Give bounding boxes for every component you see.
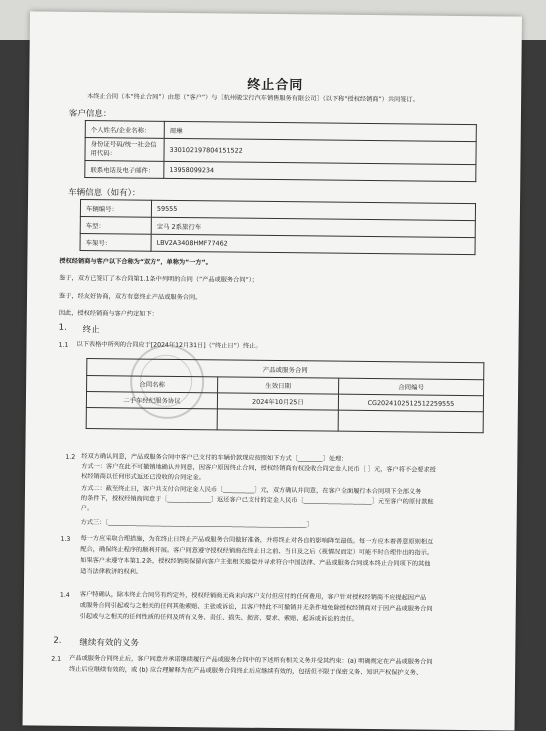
column-header: 合同编号 [339, 378, 484, 396]
clause-1-3-line: 如果客户未遵守本第1.2条，授权经销商保留向客户主张相关赔偿并寻求符合中国法律、产品或服务合同或本终止合同项下的其他 [80, 556, 431, 568]
column-header: 合同名称 [87, 376, 218, 393]
field-label: 车辆编号： [80, 199, 151, 217]
field-label: 身份证号码/统一社会信用代码： [85, 138, 164, 162]
field-value: 59555 [151, 200, 475, 220]
clause-1-2-line: 方式三：［________________________________________________________________］ [80, 518, 313, 529]
section-2-number: 2. [53, 635, 62, 646]
clause-1-4-line: 引起或与之相关的任何性质的任何及所有义务、责任、损失、损害、要求、索赔、起诉或诉讼的责任。 [79, 612, 359, 623]
clause-1-2-line: 方式一：客户在此不可撤销地确认并同意，因客户原因终止合同，授权经销商有权没收合同定金人民币［ ］元，客户将不会要求授 [81, 462, 436, 474]
definition-parties: 授权经销商与客户以下合称为“双方”，单称为“一方”。 [59, 257, 212, 267]
table-cell [86, 408, 217, 430]
field-value: LBV2A3408HMF77462 [151, 234, 475, 254]
vehicle-info-heading: 车辆信息（如有）： [68, 187, 141, 199]
clause-number: 1.4 [59, 591, 70, 599]
vehicle-info-table [80, 199, 477, 255]
contracts-table-caption: 产品或服务合同 [87, 359, 484, 380]
contract-page [23, 11, 522, 730]
clause-1-2-line: 方式二：截至终止日，客户共支付合同定金人民币［__________］元，双方确认并同意，在客户全面履行本合同项下全部义务 [80, 484, 422, 496]
clause-1-2-line: 权经销商以任何形式返还已没收的合同定金。 [81, 472, 205, 482]
clause-1-4-line: 或服务合同引起或与之相关的任何其他索赔、主张或诉讼，且客户特此不可撤销并无条件地免除授权经销商对于因产品或服务合同 [79, 601, 433, 613]
clause-1-4-line: 客户特确认，除本终止合同另有约定外，授权经销商无尚未向客户支付但应付的任何费用，客户针对授权经销商不应提起因产品 [79, 590, 427, 602]
table-cell: CG2024102512512259555 [338, 394, 483, 412]
clause-1-3-line: 适当法律救济的权利。 [80, 567, 143, 576]
field-value: 周琳 [164, 121, 476, 141]
definition-whereas-2: 鉴于，经友好协商，双方有意终止产品或服务合同。 [58, 292, 202, 302]
definition-whereas-1: 鉴于，双方已签订了本合同第1.1条中列明的合同（“产品或服务合同”）； [59, 274, 259, 284]
clause-1-2-line: 经双方确认同意，产品或服务合同中客户已支付的车辆价款现应按照如下方式［________］处理： [81, 452, 348, 463]
field-value: 13958099234 [164, 161, 476, 181]
clause-2-1-line: 产品或服务合同终止后，客户同意并承诺继续履行产品或服务合同中的下述所有相关义务并受其约束：(a) 明确规定在产品或服务合同 [69, 654, 433, 666]
section-2-heading: 继续有效的义务 [79, 637, 139, 649]
field-label: 车型： [80, 216, 151, 234]
field-label: 个人姓名/企业名称： [85, 121, 164, 139]
field-label: 车架号： [80, 233, 151, 251]
clause-number: 2.1 [51, 655, 62, 663]
clause-number: 1.3 [60, 535, 71, 543]
table-cell [217, 409, 338, 431]
definition-therefore: 因此，授权经销商与客户约定如下： [58, 309, 158, 318]
field-label: 联系电话及电子邮件： [85, 161, 164, 179]
field-value: 宝马 2系旅行车 [151, 217, 475, 237]
table-row [86, 408, 483, 433]
intro-text: 本终止合同（本“终止合同”）由您（“客户”）与［杭州骏宝行汽车销售服务有限公司］（以下称“授权经销商”）共同签订。 [87, 93, 419, 104]
clause-1-2-line: 户。 [80, 504, 94, 513]
clause-1-2-line: 的条件下，授权经销商同意于［______________］返还客户已支付的定金人民币［______________________］元至客户的原付款账 [80, 494, 434, 506]
clause-number: 1.1 [58, 341, 69, 349]
clause-1-3-line: 每一方应采取合理措施，为在终止日终止产品或服务合同做好准备，并将终止对各自的影响降至最低。每一方应本着善意原则相互 [80, 534, 434, 546]
table-cell: 2024年10月25日 [217, 393, 338, 410]
column-header: 生效日期 [218, 377, 339, 394]
table-row [80, 233, 475, 254]
clause-1-3-line: 配合，确保终止程序的顺利开展。客户同意遵守授权经销商在终止日之前、当日及之后（视情况而定）可能不时合理作出的指示。 [80, 545, 434, 557]
section-1-heading: 终止 [82, 324, 100, 336]
table-cell [338, 410, 483, 433]
customer-info-table [84, 120, 477, 182]
table-row [85, 161, 476, 182]
clause-2-1-line: 终止后应继续有效的，或 (b) 应合理解释为在产品或服务合同终止后应继续有效的，包括但不限于保密义务、知识产权保护义务、 [69, 665, 423, 677]
customer-info-heading: 客户信息： [68, 108, 112, 120]
table-cell: 二手车经纪服务协议 [86, 392, 217, 409]
clause-number: 1.2 [65, 453, 76, 461]
contracts-table [86, 358, 485, 433]
document-title: 终止合同 [247, 77, 304, 94]
field-value: 330102197804151522 [164, 138, 476, 164]
section-1-number: 1. [58, 322, 67, 333]
clause-1-1-text: 以下表格中所列的合同应于[2024年12月31日]（“终止日”）终止。 [76, 340, 262, 350]
